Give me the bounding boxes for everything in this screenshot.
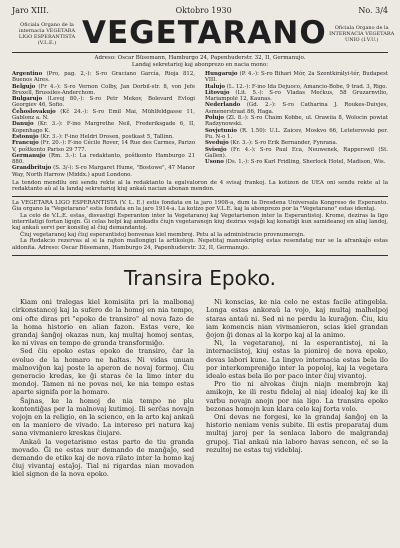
article-paragraph: Ni konscias, ke nia celo ne estas facile atingebla. Longa estas ankoraŭ la vojo, kaj multaj malhelpoj staras antaŭ ni. Sed ni ne perdu la kuraĝon. Ĉiu, kiu iam komencis nian vivmanieron, scias kiel grandan ĝojon ĝi donas al la korpo kaj al la animo. — [206, 298, 388, 339]
secretary-entry: Francujo (Fr. 20.-): F-ino Cécile Rover, 14 Rue des Carmes, Parizo V, poŝtkonto Pariso 29 777. — [12, 140, 195, 153]
year-label: Jaro XIII. — [12, 6, 49, 15]
article-paragraph: Kiam oni tralegas kiel komisiita pri la malbonaj cirkonstancoj kaj la sufero de la homoj en nia tempo, oni ofte diras pri "epoko de transiro" al nova fazo de la homa historio en alian fazon. Estas vere, ke grandaj ŝanĝoj okazas nun, kaj multaj homoj sentas, ke ni vivas en tempo de granda transformiĝo. — [12, 298, 194, 348]
publisher-address: Adreso: Oscar Büsemann, Hamburgo 24, Papenhuderstr. 32, II, Germanujo. — [94, 55, 306, 61]
article-body — [12, 298, 388, 478]
article-paragraph: Sed ĉiu epoko estas epoko de transiro, ĉar la evoluo de la homaro ne haltas. Ni vidas unuan malnoviĝon kaj poste la aperon de novaj formoj. Ĉiu generacio kredas, ke ĝi staras ĉe la limo inter du mondoj. Tamen ni ne povas nei, ke nia tempo estas aparte signifa por la homaro. — [12, 347, 194, 397]
article-left-column — [12, 298, 194, 478]
secretary-entry: Usono (Ds. 1.-): S-ro Karl Fridling, Sherlock Hotel, Madison, Wis. — [205, 159, 386, 166]
article-paragraph: Pro tio ni alvokas ĉiujn niajn membrojn kaj amikojn, ke ili restu fidelaj al niaj idealoj kaj ke ili varbu novajn anojn por nia ligo. La transira epoko bezonas homojn kun klara celo kaj forta volo. — [206, 380, 388, 413]
secretary-entry: Italujo (L. 12.-): F-ino Ida Dejuoco, Amancio-Bobe, 9 trad. 3, Rigo. — [205, 83, 388, 90]
secretary-entry: Argentino (Pro, pag. 2,-): S-ro Graciano García, Rioja 812, Buenos Aires. — [12, 71, 195, 84]
divider — [12, 255, 388, 256]
secretary-entry: Ĉeĥoslovakujo (Kĉ 24.-): S-ro Emil Mai, Mühlfeldgasse 11, Gablonz a. N. — [12, 108, 196, 122]
secretaries-right-column — [205, 71, 388, 178]
right-organ-note: Oficiala Organo de la INTERNACIA VEGETARA UNIO (I.V.U.) — [329, 24, 395, 43]
secretary-entry: Grandbritujo (S. 3/-): S-ro Margaret Hume, "Bostowe", 47 Manor Way, North Harrow (Middx.) apud Londono. — [12, 165, 195, 178]
date-label: Oktobro 1930 — [175, 6, 232, 15]
publication-title: VEGETARANO — [82, 15, 327, 51]
secretary-entry: Nederlando (Gd. 2.-): S-ro Catharina J. Roukes-Duivjes, Asmenerstraat 86, Haga. — [205, 102, 389, 115]
left-organ-note: Oficiala Organo de la internacia VEGETARA LIGO ESPERANTISTA (V.L.E.) — [18, 21, 76, 46]
article-paragraph: Oni devas ne forgesi, ke la grandaj ŝanĝoj en la historio neniam venis subite. Ili estis preparataj dum multaj jaroj per la senlaca laboro de malgrandaj grupoj. Tial ankaŭ nia laboro havas sencon, eĉ se la rezultoj ne estas tuj videblaj. — [206, 412, 388, 454]
editorial-note: La Redakcio rezervas al si la rajton mallongigi la artikolojn. Nepetitaj manuskriptoj estas resendataj nur se la afrankaĵo estas aldonita. Adreso: Oscar Büsemann, Hamburgo 24, Papenhuderstr. 32, II, Germanujo. — [12, 238, 388, 251]
secretaries-left-column — [12, 71, 195, 178]
secretary-entry: Hungarujo (P. 4.-): S-ro Bihari Mór, 2a Szentkirályi-tér, Budapest VIII. — [205, 71, 388, 84]
secretaries-heading: Landaj sekretarioj kaj abonprezo en nacia mono: — [131, 62, 269, 68]
payment-note: La tendon mendilu oni sendu rekte al la redaktanto la egalvaloron de 4 svisaj frankoj. La kotizon de UEA oni sendu rekte al la redaktanto aŭ al la landaj sekretarioj kiuj ankaŭ nacian abonan mendon. — [12, 180, 388, 193]
secretary-entry: Litovujo (Lit. 5.-): S-ro Vladas Mećkus, 58 Gruzarnvilio, Mariampolė 12, Kaunas. — [205, 89, 388, 103]
secretary-entry: Polujo (Zl. 8.-): S-ro Chaim Kobbe, ul. Orawiia 8, Wolocin powiat Radzynowski. — [205, 115, 388, 128]
article-paragraph: Ŝajnas, ke la homoj de nia tempo ne plu kontentiĝas per la malnovaj kutimoj. Ili serĉas novajn vojojn en la religio, en la scienco, en la arto kaj ankaŭ en la maniero de vivado. La intereso pri natura kaj sana vivmaniero kreskas ĉiujare. — [12, 396, 194, 438]
article-paragraph: Ni, la vegetaranoj, ni la esperantistoj, ni la internaciistoj, kiuj estas la pioniroj de nova epoko, devas labori kune. La lingvo internacia estas bela ilo por interkompreniĝo inter la popoloj, kaj la vegetara idealo estas bela ilo por paco inter ĉiuj vivantoj. — [206, 339, 388, 380]
article-title: Transira Epoko. — [124, 266, 276, 291]
secretary-entry: Danujo (Kr. 3.-): F-ino Margrethe Neil, Frederiksgade 6, II, Kopenhago K. — [12, 121, 196, 134]
divider — [12, 196, 388, 197]
secretary-entry: Svisujo (Fr. 4.-): S-ro Paul Eca, Neuwenek, Rapperswil (St. Gallen). — [205, 146, 389, 159]
article-right-column — [206, 298, 388, 478]
secretary-entry: Bulgarujo (Levoj 80,-): S-ro Petr Mekov, Bolevard Evlogi Georgiev 46, Sofio. — [12, 96, 195, 109]
secretary-entry: Belgujo (Fr 4.-): S-ro Vernon Colby, Jan Dorbil-str. 8, von Jefe Bruxell, Brussiles-Anderchom. — [12, 83, 196, 96]
secretary-entry: Svedujo (Kr. 3.-): S-ro Erik Bernander, Fynrana. — [205, 140, 338, 147]
membership-note: Ĉiuj vegetaranoj kaj ĉiuj esperantistoj bonvenas kiel membroj. Petu al la administracio provnumerojn. — [20, 231, 305, 238]
secretaries-list — [12, 71, 388, 178]
secretary-entry: Sovjetunio (R. 1.50): U.L. Zaicev, Moskvo 66, Leteterovski per. Pu. N-o 1. — [205, 127, 389, 140]
league-history-note: La VEGETARA LIGO ESPERANTISTA (V. L. E.) estis fondata en la jaro 1908-a, dum la Dresdena Universala Kongreso de Esperanto. Ĝia organo la "Vegetarano" estis fondata en la jaro 1914-a. La kotizo por V.L.E. kaj la abonprezo por la "Vegetarano" estas identaj. — [12, 199, 388, 213]
masthead — [12, 15, 395, 53]
league-aim-note: La celo de V.L.E. estas, disvastigi Esperanton inter la Vegetaranoj kaj Vegetarismon inter la Esperantistoj. Krome, deziras la ligo interrilatigi fortan ligojn. Ĝi celas helpi kaj amikadis ĉiujn vegetaranojn kiuj deziras vojaĝi kaj konatiĝi kun samideanoj en aliaj landoj, kaj ankaŭ servi per konsiloj al ĉiuj demandantoj. — [12, 212, 388, 232]
article-paragraph: Ankaŭ la vegetarismo estas parto de tiu granda movado. Ĝi ne estas nur demando de manĝaĵo, sed demando de etiko kaj de nova rilato inter la homo kaj ĉiuj vivantaj estaĵoj. Tial ni rigardas nian movadon kiel signon de la nova epoko. — [12, 437, 194, 479]
issue-number: No. 3/4 — [358, 6, 388, 15]
secretary-entry: Germanujo (Rm. 3.-): La redaktanto, poŝtkonto Hamburgo 21 880. — [12, 152, 196, 166]
secretary-entry: Estonujo (Kr. 3.-): F-ino Heldri Drosen, postkast 5, Tallinn. — [12, 133, 174, 140]
